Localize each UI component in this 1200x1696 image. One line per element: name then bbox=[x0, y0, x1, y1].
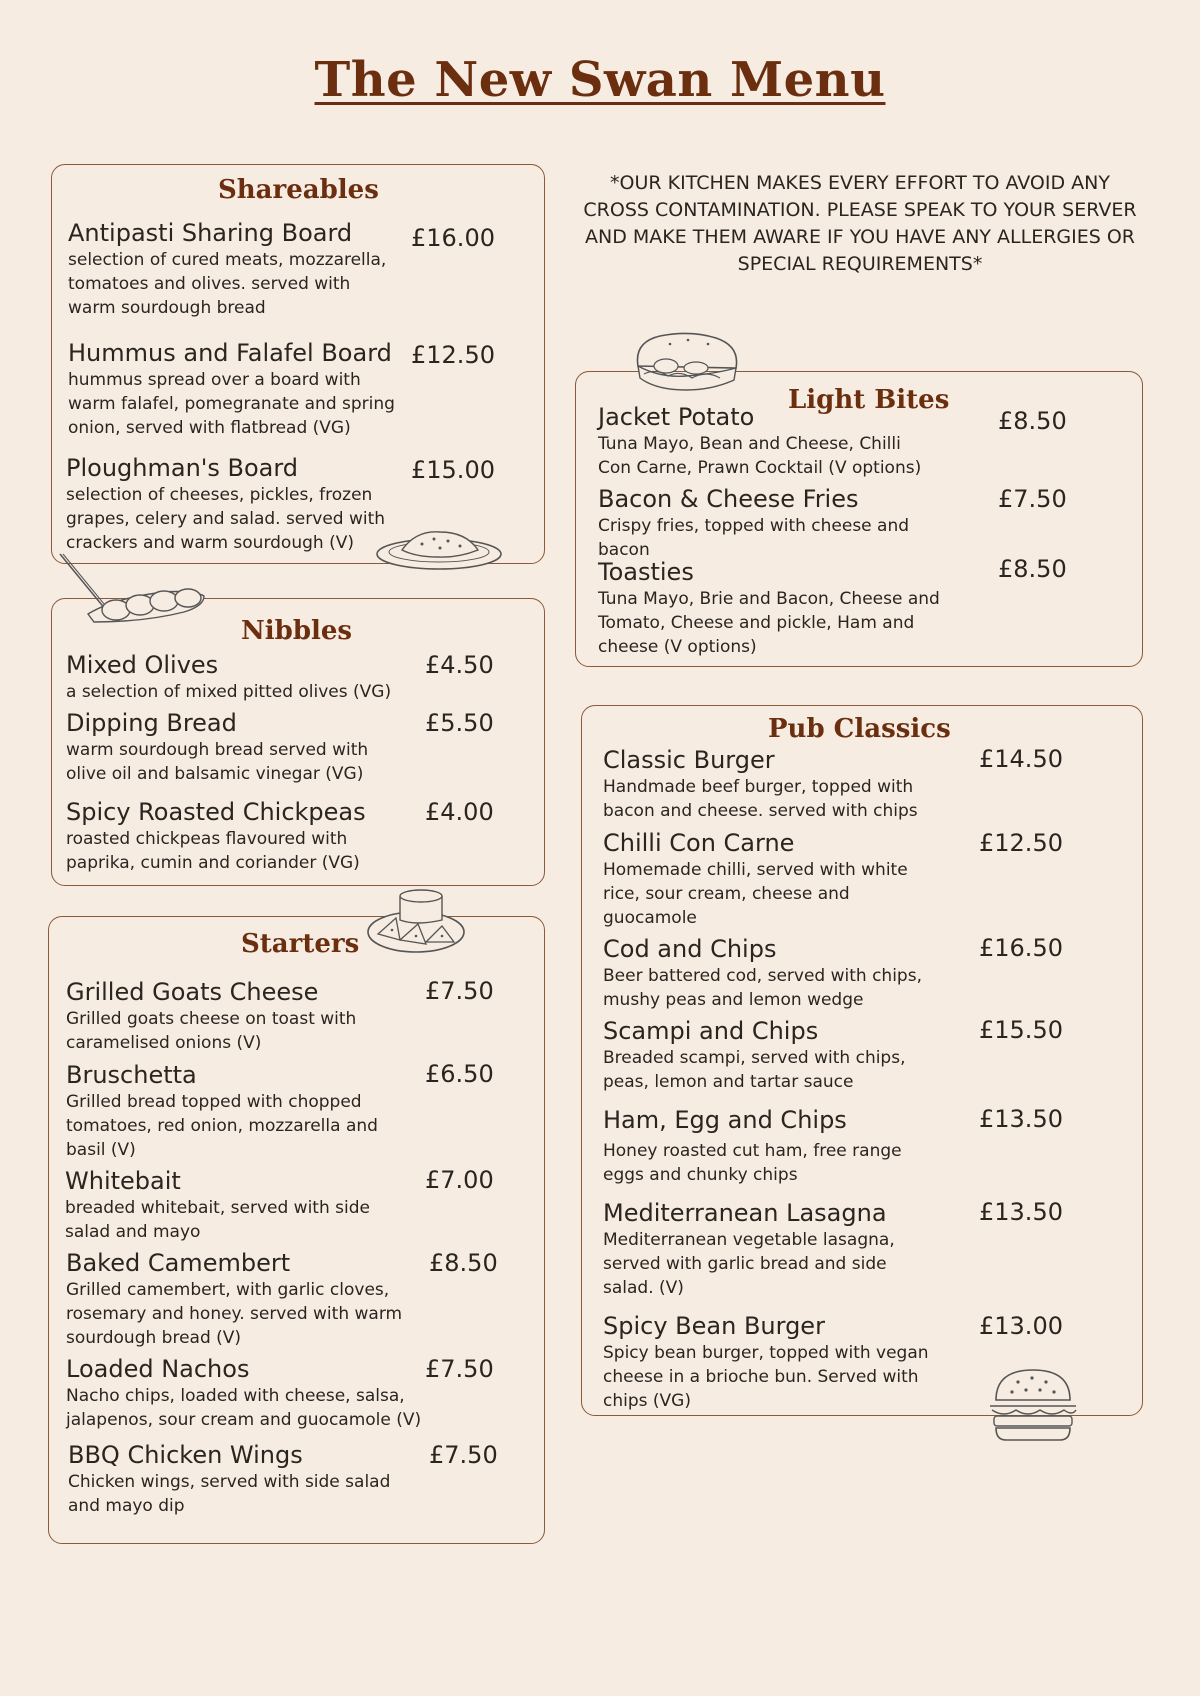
item-description: Tuna Mayo, Brie and Bacon, Cheese and Tomato, Cheese and pickle, Ham and cheese (V options) bbox=[598, 589, 940, 657]
item-description: breaded whitebait, served with side salad and mayo bbox=[65, 1198, 370, 1242]
item-description: selection of cured meats, mozzarella, tomatoes and olives. served with warm sourdough bread bbox=[68, 250, 387, 318]
item-price: £16.00 bbox=[411, 224, 495, 252]
item-description: a selection of mixed pitted olives (VG) bbox=[66, 682, 392, 702]
item-name: Jacket Potato bbox=[598, 403, 755, 431]
platter-icon bbox=[374, 528, 504, 572]
item-price: £16.50 bbox=[979, 934, 1063, 962]
item-price: £8.50 bbox=[429, 1249, 498, 1277]
item-description: Homemade chilli, served with white rice, sour cream, cheese and guocamole bbox=[603, 860, 908, 928]
item-price: £5.50 bbox=[425, 709, 494, 737]
allergy-notice: *OUR KITCHEN MAKES EVERY EFFORT TO AVOID ANY CROSS CONTAMINATION. PLEASE SPEAK TO YOUR SERVER AND MAKE THEM AWARE IF YOU HAVE ANY ALLERGIES OR SPECIAL REQUIREMENTS* bbox=[583, 172, 1137, 275]
item-description: Honey roasted cut ham, free range eggs and chunky chips bbox=[603, 1141, 902, 1185]
starters-title: Starters bbox=[241, 929, 360, 959]
item-name: Whitebait bbox=[65, 1167, 181, 1195]
pub-classics-title: Pub Classics bbox=[768, 714, 951, 744]
item-name: Bruschetta bbox=[66, 1061, 197, 1089]
menu-item bbox=[66, 977, 416, 1055]
menu-item bbox=[598, 557, 948, 659]
shareables-title: Shareables bbox=[218, 175, 379, 205]
menu-item bbox=[66, 1060, 416, 1162]
item-price: £12.50 bbox=[411, 341, 495, 369]
item-description: Beer battered cod, served with chips, mushy peas and lemon wedge bbox=[603, 966, 922, 1010]
item-description: selection of cheeses, pickles, frozen grapes, celery and salad. served with crackers and warm sourdough (V) bbox=[66, 485, 386, 553]
item-price: £6.50 bbox=[425, 1060, 494, 1088]
item-description: Tuna Mayo, Bean and Cheese, Chilli Con Carne, Prawn Cocktail (V options) bbox=[598, 434, 922, 478]
item-price: £7.00 bbox=[425, 1166, 494, 1194]
item-description: warm sourdough bread served with olive oil and balsamic vinegar (VG) bbox=[66, 740, 369, 784]
item-description: Mediterranean vegetable lasagna, served with garlic bread and side salad. (V) bbox=[603, 1230, 895, 1298]
menu-item bbox=[603, 1198, 923, 1300]
item-price: £8.50 bbox=[998, 555, 1067, 583]
item-name: Mixed Olives bbox=[66, 651, 219, 679]
item-description: Breaded scampi, served with chips, peas, lemon and tartar sauce bbox=[603, 1048, 906, 1092]
item-price: £7.50 bbox=[425, 977, 494, 1005]
item-price: £7.50 bbox=[429, 1441, 498, 1469]
item-name: Toasties bbox=[598, 558, 694, 586]
menu-item bbox=[68, 218, 398, 320]
item-name: Cod and Chips bbox=[603, 935, 777, 963]
menu-item bbox=[66, 1354, 436, 1432]
item-name: Mediterranean Lasagna bbox=[603, 1199, 887, 1227]
item-description: Handmade beef burger, topped with bacon and cheese. served with chips bbox=[603, 777, 918, 821]
burger-icon bbox=[986, 1366, 1080, 1444]
item-description: hummus spread over a board with warm falafel, pomegranate and spring onion, served with flatbread (VG) bbox=[68, 370, 395, 438]
item-price: £13.50 bbox=[979, 1105, 1063, 1133]
item-name: Spicy Roasted Chickpeas bbox=[66, 798, 366, 826]
item-description: Grilled goats cheese on toast with caramelised onions (V) bbox=[66, 1009, 357, 1053]
menu-item bbox=[68, 1440, 418, 1518]
item-price: £15.50 bbox=[979, 1016, 1063, 1044]
item-name: BBQ Chicken Wings bbox=[68, 1441, 303, 1469]
menu-item bbox=[598, 402, 938, 480]
menu-item bbox=[66, 650, 396, 704]
menu-item bbox=[598, 484, 918, 562]
item-name: Ploughman's Board bbox=[66, 454, 299, 482]
nibbles-title: Nibbles bbox=[241, 616, 353, 646]
item-description: Nacho chips, loaded with cheese, salsa, jalapenos, sour cream and guocamole (V) bbox=[66, 1386, 422, 1430]
item-price: £4.00 bbox=[425, 798, 494, 826]
item-name: Loaded Nachos bbox=[66, 1355, 250, 1383]
menu-item bbox=[603, 1105, 923, 1187]
menu-item bbox=[603, 1311, 963, 1413]
menu-item bbox=[65, 1166, 415, 1244]
menu-item bbox=[603, 828, 923, 930]
skewer-icon bbox=[54, 552, 209, 632]
item-price: £4.50 bbox=[425, 651, 494, 679]
item-name: Scampi and Chips bbox=[603, 1017, 819, 1045]
item-price: £8.50 bbox=[998, 407, 1067, 435]
item-description: Spicy bean burger, topped with vegan cheese in a brioche bun. Served with chips (VG) bbox=[603, 1343, 929, 1411]
item-price: £13.00 bbox=[979, 1312, 1063, 1340]
menu-title: The New Swan Menu bbox=[314, 52, 886, 108]
item-name: Hummus and Falafel Board bbox=[68, 339, 392, 367]
item-name: Baked Camembert bbox=[66, 1249, 291, 1277]
item-description: Chicken wings, served with side salad and mayo dip bbox=[68, 1472, 391, 1516]
item-price: £15.00 bbox=[411, 456, 495, 484]
menu-item bbox=[66, 453, 396, 555]
nachos-icon bbox=[366, 884, 472, 960]
item-price: £7.50 bbox=[998, 485, 1067, 513]
item-name: Classic Burger bbox=[603, 746, 775, 774]
item-name: Chilli Con Carne bbox=[603, 829, 795, 857]
item-price: £7.50 bbox=[425, 1355, 494, 1383]
menu-item bbox=[603, 934, 933, 1012]
item-description: roasted chickpeas flavoured with paprika, cumin and coriander (VG) bbox=[66, 829, 360, 873]
menu-item bbox=[68, 338, 398, 440]
item-name: Antipasti Sharing Board bbox=[68, 219, 353, 247]
menu-item bbox=[66, 708, 396, 786]
menu-item bbox=[66, 797, 396, 875]
light-bites-title: Light Bites bbox=[788, 385, 950, 415]
item-name: Bacon & Cheese Fries bbox=[598, 485, 859, 513]
item-price: £12.50 bbox=[979, 829, 1063, 857]
item-description: Grilled bread topped with chopped tomatoes, red onion, mozzarella and basil (V) bbox=[66, 1092, 378, 1160]
menu-item bbox=[603, 745, 923, 823]
item-name: Ham, Egg and Chips bbox=[603, 1106, 847, 1134]
item-price: £13.50 bbox=[979, 1198, 1063, 1226]
sandwich-icon bbox=[630, 328, 748, 400]
menu-item bbox=[66, 1248, 416, 1350]
menu-item bbox=[603, 1016, 923, 1094]
item-name: Grilled Goats Cheese bbox=[66, 978, 319, 1006]
item-name: Dipping Bread bbox=[66, 709, 237, 737]
item-name: Spicy Bean Burger bbox=[603, 1312, 825, 1340]
item-description: Grilled camembert, with garlic cloves, rosemary and honey. served with warm sourdough bread (V) bbox=[66, 1280, 403, 1348]
item-description: Crispy fries, topped with cheese and bacon bbox=[598, 516, 910, 560]
item-price: £14.50 bbox=[979, 745, 1063, 773]
